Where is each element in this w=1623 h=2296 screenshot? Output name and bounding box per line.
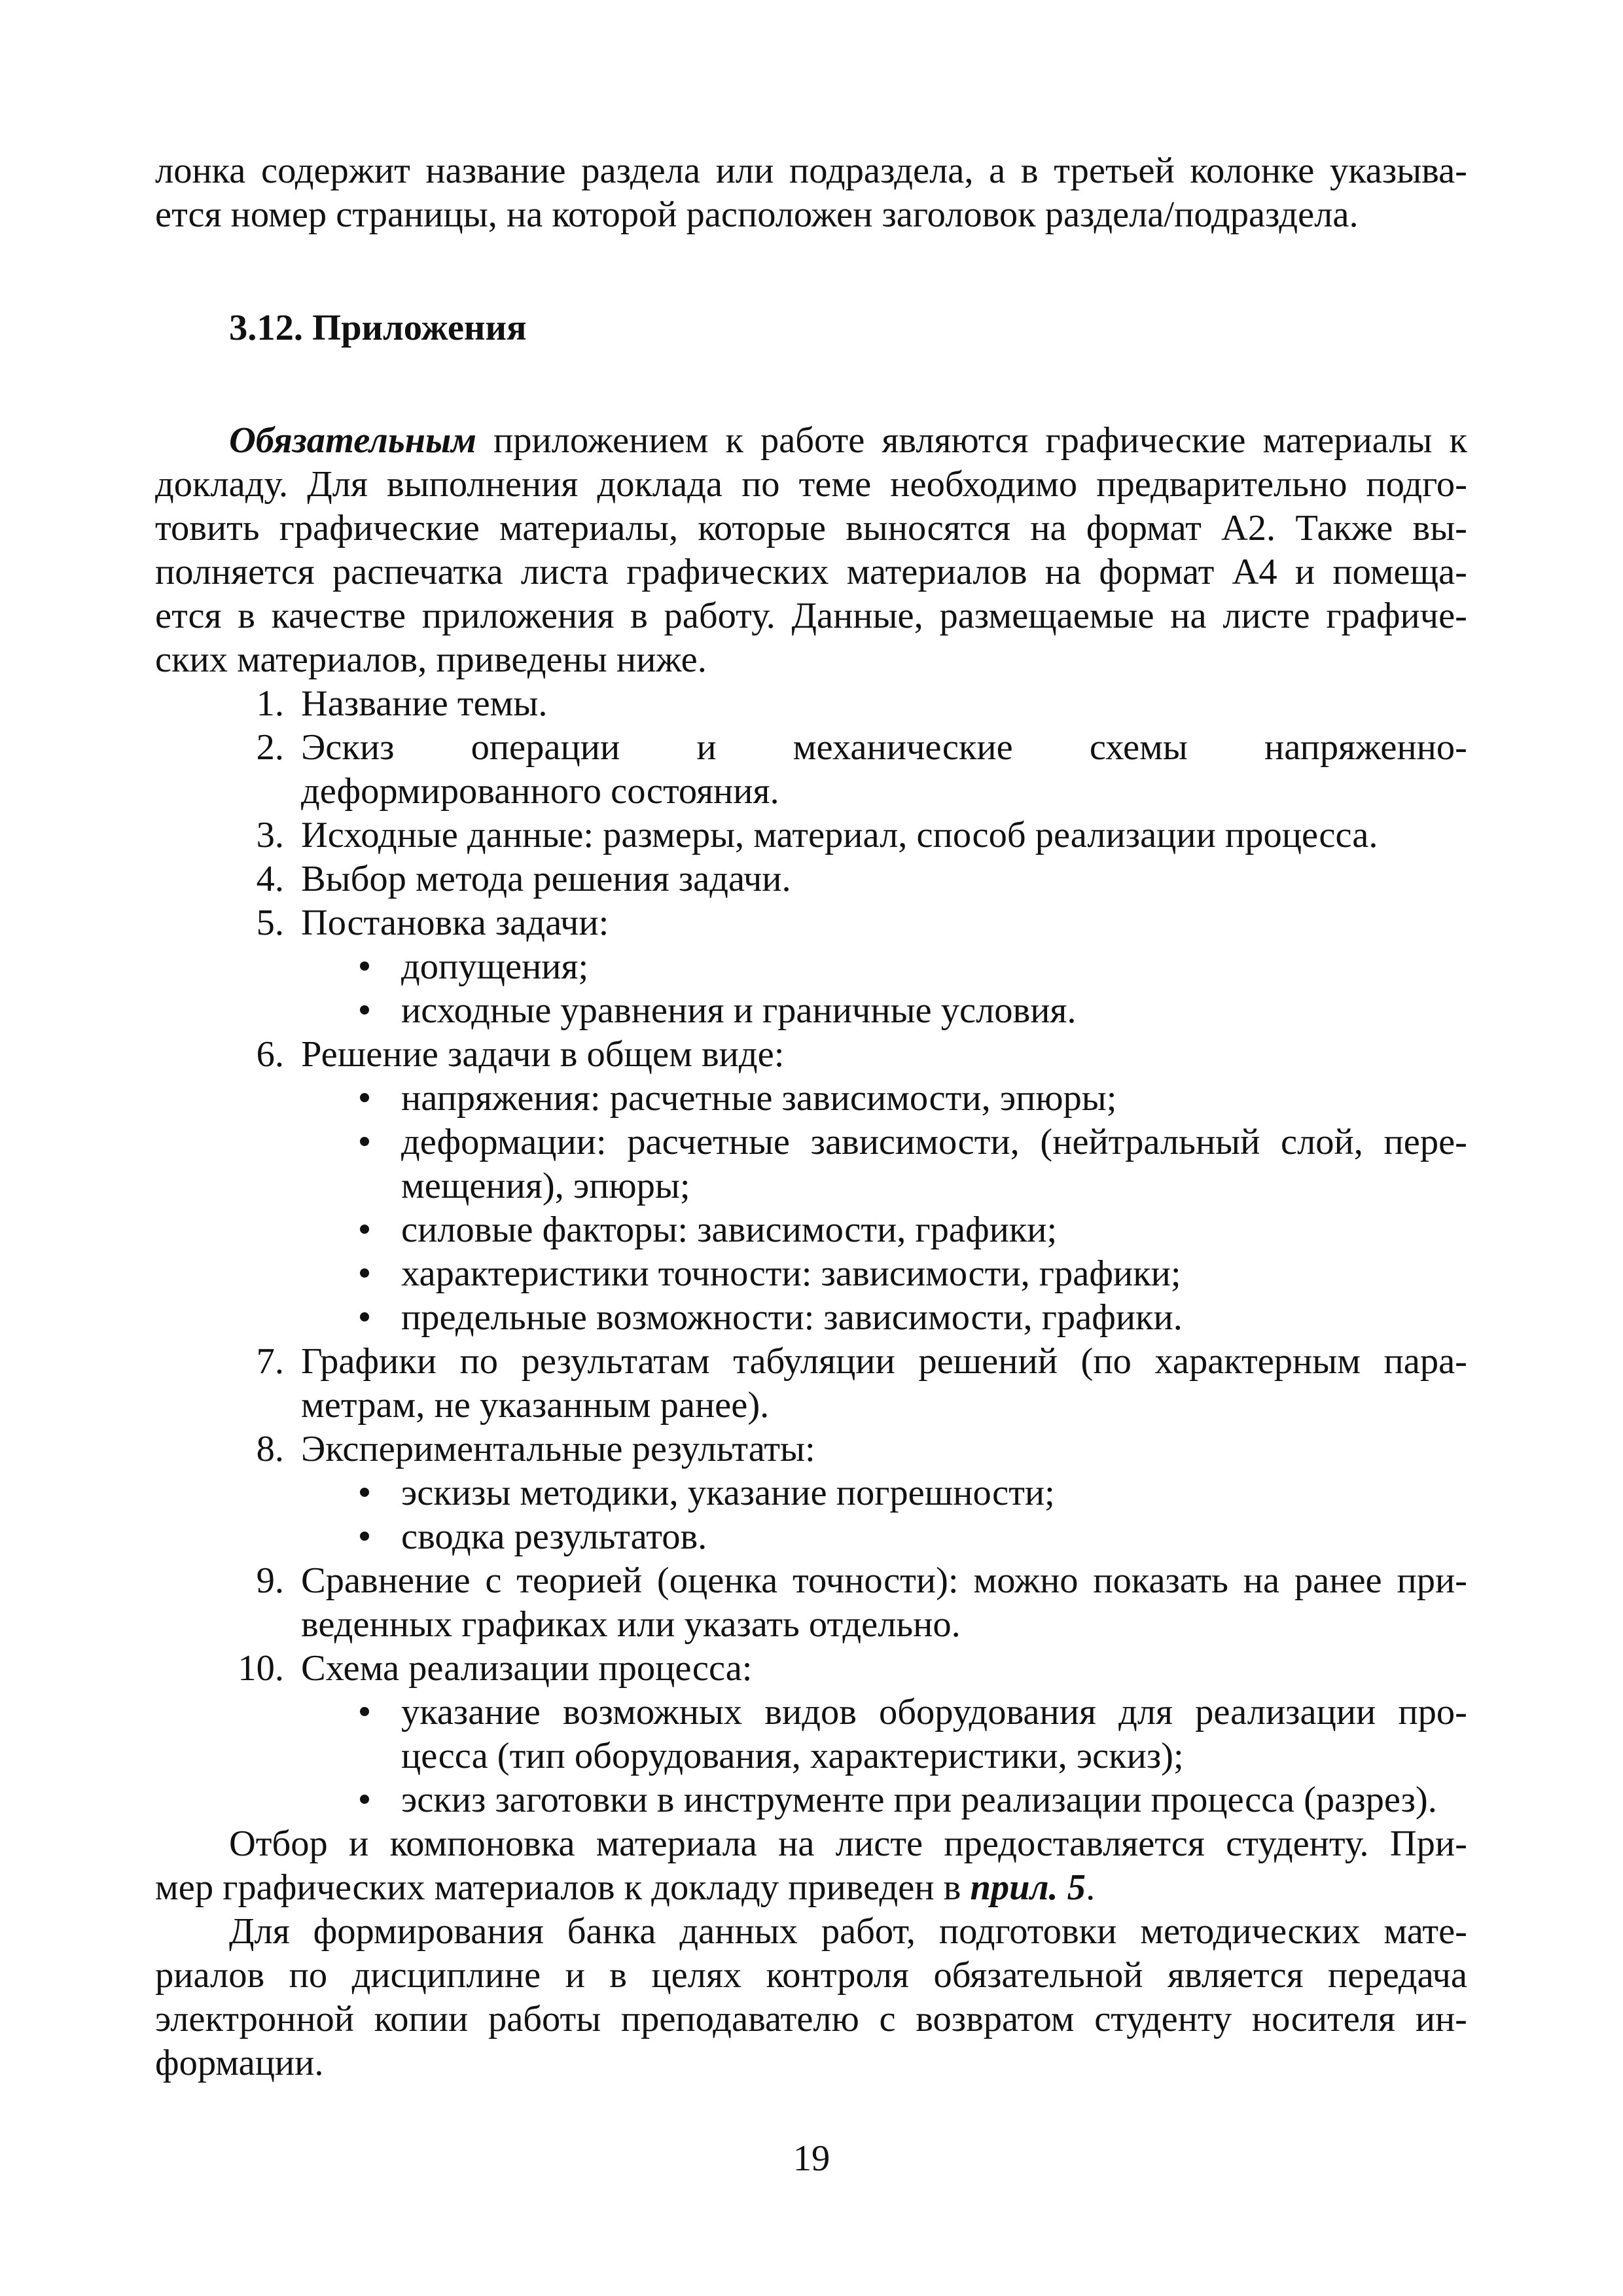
text-line: эскиз заготовки в инструменте при реализации процесса (разрез). [401, 1780, 1437, 1820]
list-item-10 [155, 1647, 1467, 1822]
list-item-3 [155, 814, 1467, 857]
list-item-5 [155, 901, 1467, 1033]
bullet-item [301, 1471, 1467, 1515]
text-line: предельные возможности: зависимости, графики. [401, 1297, 1183, 1338]
bullet-icon [360, 1532, 369, 1541]
paragraph-layout-note [155, 1822, 1467, 1910]
bullet-icon [360, 1312, 369, 1321]
list-item-9 [155, 1559, 1467, 1647]
text-line: деформированного состояния. [301, 771, 779, 812]
text-line [155, 1866, 1467, 1910]
bullet-item [301, 945, 1467, 989]
text-fragment: . [1086, 1867, 1096, 1908]
list-number: 4. [256, 859, 284, 899]
bullet-icon [360, 1795, 369, 1804]
text-fragment: мер графических материалов к докладу приведен в [155, 1867, 971, 1908]
text-line: Постановка задачи: [301, 903, 609, 943]
text-line: напряжения: расчетные зависимости, эпюры; [401, 1078, 1117, 1119]
list-item-4 [155, 857, 1467, 901]
text-line: мещения), эпюры; [401, 1166, 690, 1206]
bullet-icon [360, 1137, 369, 1146]
text-line: цесса (тип оборудования, характеристики, эскиз); [401, 1736, 1184, 1776]
bullet-list [301, 1471, 1467, 1559]
text-line: лонка содержит название раздела или подраздела, а в третьей колонке указыва- [155, 151, 1467, 191]
text-line: ских материалов, приведены ниже. [155, 639, 707, 680]
bullet-item [301, 1691, 1467, 1778]
appendix-reference: прил. 5 [970, 1867, 1086, 1908]
list-number: 10. [238, 1648, 284, 1689]
text-line: Название темы. [301, 683, 548, 724]
text-line: Решение задачи в общем виде: [301, 1034, 785, 1075]
text-line: Выбор метода решения задачи. [301, 859, 791, 899]
text-line: Для формирования банка данных работ, подготовки методических мате- [229, 1911, 1467, 1952]
text-line: Схема реализации процесса: [301, 1648, 753, 1689]
bullet-icon [360, 1225, 369, 1234]
text-line: ется номер страницы, на которой расположен заголовок раздела/подраздела. [155, 194, 1359, 235]
bullet-icon [360, 961, 369, 971]
text-line: характеристики точности: зависимости, графики; [401, 1253, 1181, 1294]
list-number: 3. [256, 815, 284, 855]
bullet-list [301, 1077, 1467, 1340]
section-heading: 3.12. Приложения [229, 308, 527, 348]
text-line: Графики по результатам табуляции решений (по характерным пара- [301, 1341, 1467, 1382]
list-number: 1. [256, 683, 284, 724]
list-item-8 [155, 1427, 1467, 1559]
paragraph-electronic-copy [155, 1910, 1467, 2085]
list-item-7 [155, 1340, 1467, 1427]
list-item-1 [155, 682, 1467, 726]
page-body [155, 149, 1467, 2085]
bullet-icon [360, 1268, 369, 1278]
list-number: 7. [256, 1341, 284, 1382]
text-line: полняется распечатка листа графических материалов на формат А4 и помеща- [155, 552, 1467, 592]
paragraph-appendix-requirements [155, 419, 1467, 682]
text-line: деформации: расчетные зависимости, (нейтральный слой, пере- [401, 1122, 1467, 1162]
list-number: 6. [256, 1034, 284, 1075]
bullet-item [301, 1077, 1467, 1121]
intro-paragraph [155, 149, 1467, 237]
list-number: 5. [256, 903, 284, 943]
text-line: докладу. Для выполнения доклада по теме необходимо предварительно подго- [155, 464, 1467, 505]
list-item-6 [155, 1033, 1467, 1340]
text-line [155, 419, 1467, 463]
page-number: 19 [793, 2138, 830, 2179]
bullet-item [301, 989, 1467, 1033]
text-line: силовые факторы: зависимости, графики; [401, 1210, 1058, 1250]
text-line: сводка результатов. [401, 1516, 707, 1557]
bullet-item [301, 1208, 1467, 1252]
bullet-icon [360, 1005, 369, 1014]
bullet-item [301, 1252, 1467, 1296]
text-line: риалов по дисциплине и в целях контроля обязательной является передача [155, 1955, 1467, 1996]
bullet-icon [360, 1093, 369, 1102]
bullet-list [301, 945, 1467, 1033]
bullet-item [301, 1296, 1467, 1340]
list-item-2 [155, 726, 1467, 814]
text-line: веденных графиках или указать отдельно. [301, 1604, 961, 1645]
text-line: Отбор и компоновка материала на листе предоставляется студенту. При- [229, 1823, 1467, 1864]
text-fragment: приложением к работе являются графические материалы к [476, 420, 1467, 461]
text-line: указание возможных видов оборудования для реализации про- [401, 1692, 1467, 1732]
text-line: ется в качестве приложения в работу. Данные, размещаемые на листе графиче- [155, 596, 1467, 636]
text-line: Эскиз операции и механические схемы напряженно- [301, 727, 1467, 768]
text-line: допущения; [401, 946, 589, 987]
list-number: 2. [256, 727, 284, 768]
text-line: Экспериментальные результаты: [301, 1429, 815, 1469]
text-line: товить графические материалы, которые выносятся на формат А2. Также вы- [155, 508, 1467, 548]
list-number: 9. [256, 1560, 284, 1601]
bullet-list [301, 1691, 1467, 1822]
text-line: формации. [155, 2043, 324, 2083]
numbered-list [155, 682, 1467, 1822]
bullet-item [301, 1515, 1467, 1559]
bullet-item [301, 1778, 1467, 1822]
text-line: электронной копии работы преподавателю с возвратом студенту носителя ин- [155, 1999, 1467, 2039]
text-line: Исходные данные: размеры, материал, способ реализации процесса. [301, 815, 1378, 855]
bullet-icon [360, 1488, 369, 1497]
text-line: метрам, не указанным ранее). [301, 1385, 770, 1426]
text-line: Сравнение с теорией (оценка точности): можно показать на ранее при- [301, 1560, 1467, 1601]
emphasis-text: Обязательным [229, 420, 476, 461]
text-line: эскизы методики, указание погрешности; [401, 1473, 1055, 1513]
bullet-item [301, 1121, 1467, 1208]
bullet-icon [360, 1707, 369, 1716]
text-line: исходные уравнения и граничные условия. [401, 990, 1077, 1031]
list-number: 8. [256, 1429, 284, 1469]
